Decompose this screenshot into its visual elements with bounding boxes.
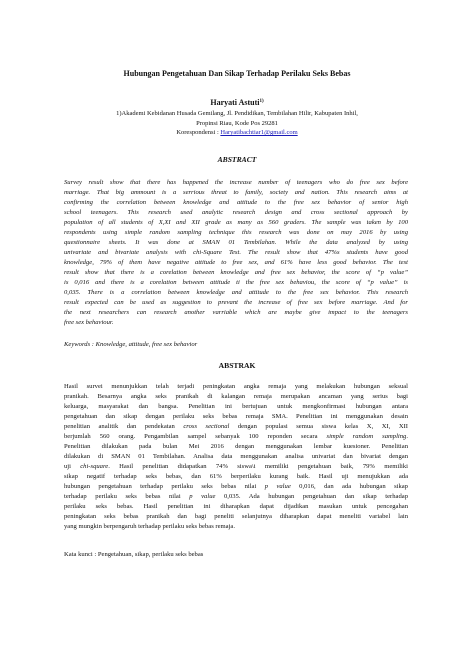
abstrak-heading: ABSTRAK bbox=[218, 361, 256, 370]
abstrak-line bbox=[64, 382, 408, 392]
abstrak-line bbox=[64, 432, 408, 442]
abstract-line: knowledge, 79% of them have negative attitude to free sex, and 61% have less good behavior. The test bbox=[64, 259, 408, 266]
abstrak-line bbox=[64, 512, 408, 522]
abstrak-text: 0,035. Ada hubungan pengetahuan dan sikap terhadap bbox=[215, 493, 408, 500]
abstract-heading: ABSTRACT bbox=[217, 155, 257, 164]
author-name: Haryati Astuti bbox=[210, 98, 260, 107]
abstract-line: free sex behaviour. bbox=[64, 319, 114, 326]
abstrak-text: pranikah. Besarnya angka seks pranikah di kalangan remaja merupakan ancaman yang serius bagi bbox=[64, 393, 408, 400]
abstrak-text: Hasil survei menunjukkan telah terjadi peningkatan angka remaja yang melakukan hubungan seksual bbox=[64, 383, 408, 390]
abstrak-line bbox=[64, 422, 408, 432]
abstract-line: confirming the correlation between knowledge and attitude to the free sex behavior of senior high bbox=[64, 199, 408, 206]
abstrak-line bbox=[64, 522, 408, 532]
abstrak-line bbox=[64, 482, 408, 492]
abstrak-text: dengan populasi semua siswa kelas X, XI, XII bbox=[229, 423, 408, 430]
abstrak-text: perilaku seks bebas. Hasil penelitian ini diharapkan dapat dijadikan masukan untuk pencegahan bbox=[64, 503, 408, 510]
abstrak-text: hubungan pengetahuan terhadap perilaku seks bebas nilai bbox=[64, 483, 265, 490]
abstrak-line bbox=[64, 452, 408, 462]
abstrak-text: pengetahuan dan sikap dengan perilaku seks bebas remaja SMA. Penelitian ini menggunakan desain bbox=[64, 413, 408, 420]
abstrak-text: uji bbox=[64, 463, 81, 470]
paper-title: Hubungan Pengetahuan Dan Sikap Terhadap Perilaku Seks Bebas bbox=[123, 69, 351, 78]
abstrak-body bbox=[64, 382, 408, 532]
abstrak-line bbox=[64, 462, 408, 472]
abstrak-italic-term: chi-square bbox=[80, 463, 109, 470]
abstract-line: 0,035. There is a correlation between knowledge and attitude to the free sex behavior. This research bbox=[64, 289, 408, 296]
abstrak-italic-term: simple random sampling bbox=[326, 433, 407, 440]
affiliation-line-2: Propinsi Riau, Kode Pos 29281 bbox=[196, 119, 278, 127]
abstrak-line bbox=[64, 402, 408, 412]
abstract-line: result show that there is a corelation between knowledge and free sex behavior, the score of “p value” bbox=[64, 269, 408, 276]
abstrak-text: penelitian analitik dan pendekatan bbox=[64, 423, 184, 430]
author-superscript: 1) bbox=[259, 99, 264, 104]
abstract-line: marriage. That big ammount is a serrious threat to family, society and nation. This research aims at bbox=[64, 189, 408, 196]
abstrak-text: dilakukan di SMAN 01 Tembilahan. Analisa data menggunakan analisa univariat dan bivariat dengan bbox=[64, 453, 408, 460]
keywords-en: Keywords : Knowledge, attitude, free sex behavior bbox=[64, 341, 198, 348]
abstrak-line bbox=[64, 472, 408, 482]
abstrak-text: . Hasil penelitian didapatkan 74% siswa\i memiliki pengetahuan baik, 79% memiliki bbox=[108, 463, 409, 470]
abstrak-text: sikap negatif terhadap seks bebas, dan 61% berperilaku kurang baik. Hasil uji menujukkan ada bbox=[64, 473, 408, 480]
abstract-line: result expected can be used as suggestion to prevant the increase of free sex before marriage. And for bbox=[64, 299, 408, 306]
abstract-line: respondents using simple random sampling technique this research was done on may 2016 by using bbox=[64, 229, 408, 236]
abstrak-text: yang mungkin berpengaruh terhadap perilaku seks bebas remaja. bbox=[64, 523, 236, 530]
abstract-body bbox=[64, 178, 408, 328]
abstrak-line bbox=[64, 392, 408, 402]
author-line bbox=[0, 97, 474, 108]
abstract-line: the next researchers can research another varriable which are maybe give impact to the teenagers bbox=[64, 309, 408, 316]
abstrak-line bbox=[64, 412, 408, 422]
abstrak-text: Penelitian dilakukan pada bulan Mei 2016 dengan menggunakan lembar kuesioner. Penelitian bbox=[64, 443, 408, 450]
abstract-line: population of all students of X,XI and XII grade as many as 560 graders. The sample was taken by 100 bbox=[64, 219, 408, 226]
abstrak-text: terhadap perilaku seks bebas nilai bbox=[64, 493, 190, 500]
affiliation-block bbox=[0, 109, 474, 138]
abstrak-text: berjumlah 560 orang. Pengambilan sampel sebanyak 100 reponden secara bbox=[64, 433, 327, 440]
abstract-line: school teenagers. This research used analytic research design and cross sectional approach by bbox=[64, 209, 408, 216]
abstrak-line bbox=[64, 502, 408, 512]
affiliation-line-1: 1)Akademi Kebidanan Husada Gemilang, Jl. Pendidikan, Tembilahan Hilir, Kabupaten Inhil, bbox=[116, 110, 358, 117]
abstract-line: questionnaire sheets. It was done at SMAN 01 Tembilahan. While the data analyzed by using bbox=[64, 239, 408, 246]
correspondence-label: Korespondensi : bbox=[176, 129, 221, 136]
abstract-line: univariate and bivariate analysis with chi-Square Test. The result show that 47%s students have good bbox=[64, 249, 408, 256]
abstrak-italic-term: p value bbox=[264, 483, 291, 490]
abstrak-text: keluarga, masyarakat dan bangsa. Penelitian ini bertujuan untuk mengkonfirmasi hubungan antara bbox=[64, 403, 408, 410]
abstract-line: is 0,016 and there is a corelation between attitude ti the free sex behaviou, the score of “p value” is bbox=[64, 279, 408, 286]
correspondence-line bbox=[0, 128, 474, 138]
abstrak-line bbox=[64, 492, 408, 502]
abstrak-line bbox=[64, 442, 408, 452]
keywords-id: Kata kunci : Pengetahuan, sikap, perilaku seks bebas bbox=[64, 551, 204, 558]
abstrak-italic-term: p value bbox=[189, 493, 216, 500]
abstrak-italic-term: cross sectional bbox=[183, 423, 230, 430]
abstrak-text: peningkatan seks bebas pranikah dan bagi peneliti selanjutnya diharapkan dapat meneliti variabel lain bbox=[64, 513, 408, 520]
email-link[interactable]: Haryatibachtiar1@gmail.com bbox=[220, 129, 298, 136]
abstract-line: Survey result show that there has happened the increase number of teenagers who do free sex before bbox=[64, 179, 408, 186]
abstrak-text: . bbox=[406, 433, 408, 440]
abstrak-text: 0,016, dan ada hubungan sikap bbox=[290, 483, 408, 490]
